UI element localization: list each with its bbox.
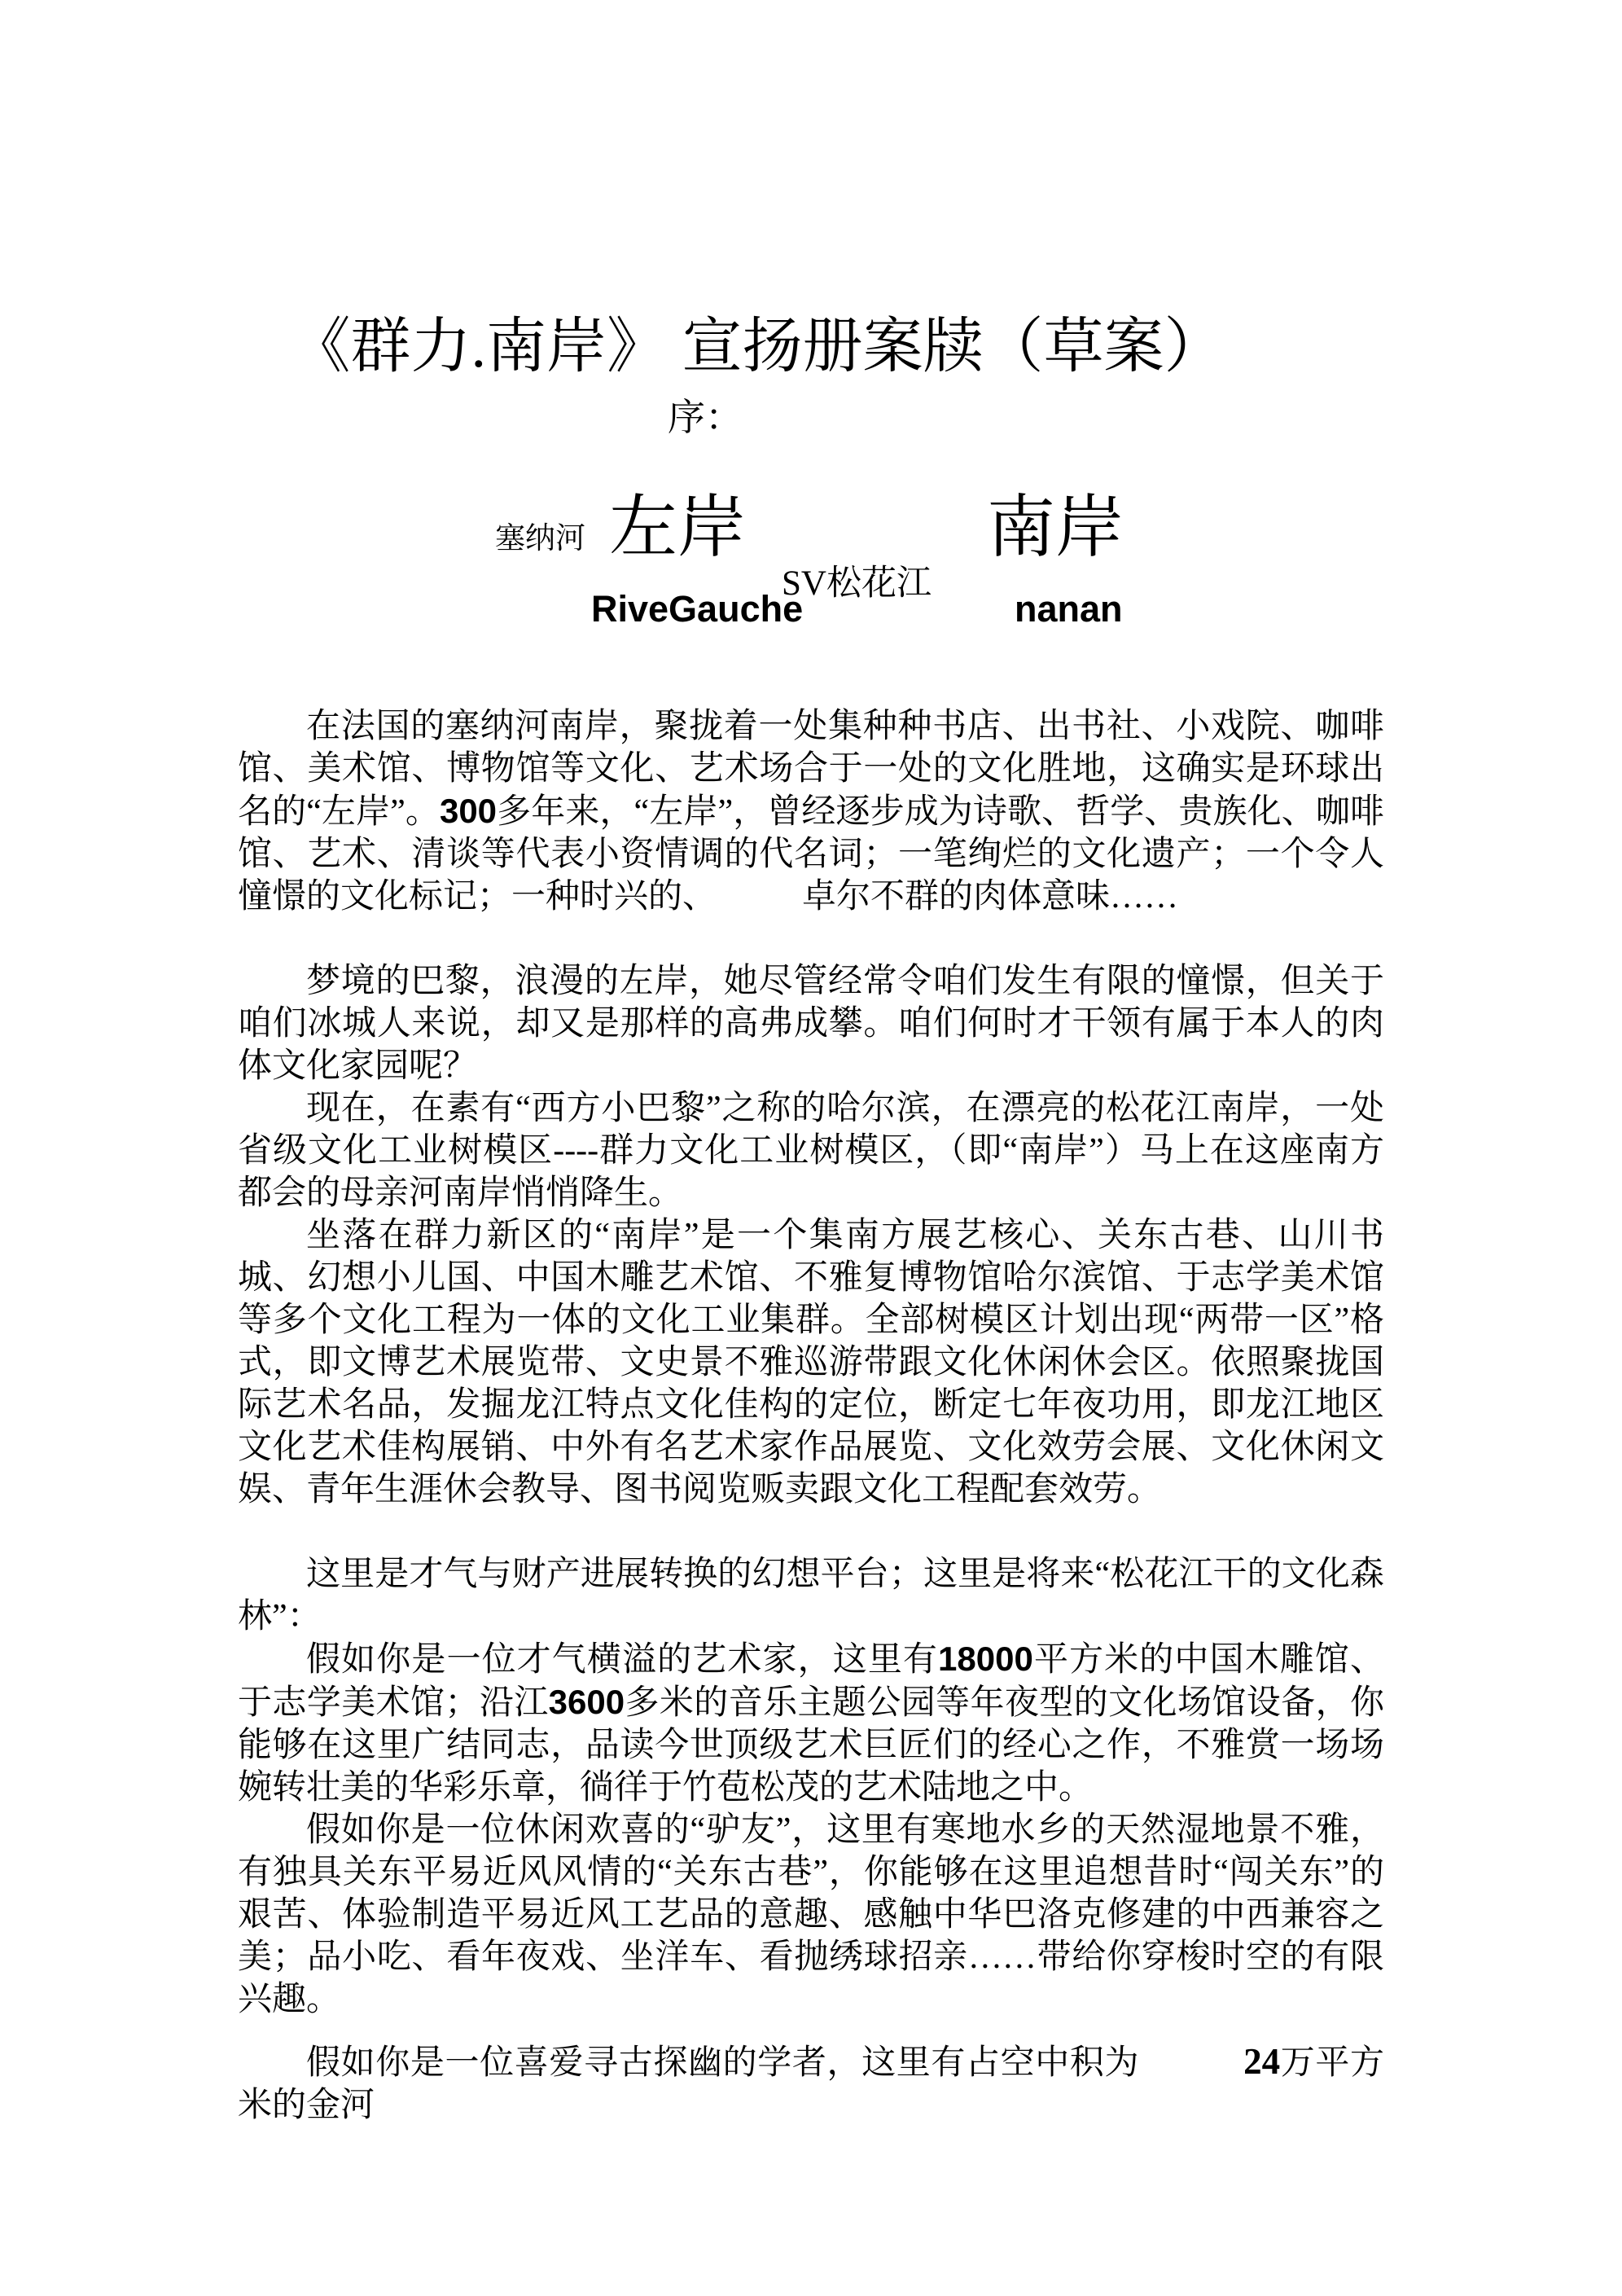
text-run: 多米的音乐主题公园等年夜型的文化场馆设备，你能够在这里广结同志，品读今世顶级艺术巨匠们的经心之作，不雅赏一场场婉转壮美的华彩乐章，徜徉于竹苞松茂的艺术陆地之中。: [238, 1684, 1384, 1807]
inline-number: 3600: [548, 1683, 625, 1721]
text-run: 平方米的中国木雕馆、于志学美术馆；沿江: [238, 1641, 1384, 1722]
paragraph: [238, 960, 1384, 1087]
text-run: 坐落在群力新区的“南岸”是一个集南方展艺核心、关东古巷、山川书城、幻想小儿国、中国木雕艺术馆、不雅复博物馆哈尔滨馆、于志学美术馆等多个文化工程为一体的文化工业集群。全部树模区计划出现“两带一区”格式，即文博艺术展览带、文史景不雅巡游带跟文化休闲休会区。依照聚拢国际艺术名品，发掘龙江特点文化佳构的定位，断定七年夜功用，即龙江地区文化艺术佳构展销、中外有名艺术家作品展览、文化效劳会展、文化休闲文娱、青年生涯休会教导、图书阅览贩卖跟文化工程配套效劳。: [238, 1217, 1384, 1508]
preface-label: 序：: [668, 397, 743, 438]
text-run: 现在，在素有“西方小巴黎”之称的哈尔滨，在漂亮的松花江南岸，一处省级文化工业树模区----群力文化工业树模区，（即“南岸”）马上在这座南方都会的母亲河南岸悄悄降生。: [238, 1090, 1384, 1212]
nanan-caption: nanan: [1015, 588, 1123, 630]
paragraph: [238, 1553, 1384, 1638]
document-body: [238, 705, 1384, 2127]
text-run: 假如你是一位才气横溢的艺术家，这里有: [306, 1641, 939, 1679]
paragraph: [238, 2040, 1384, 2127]
text-run: 万平方米的金河: [238, 2044, 1384, 2124]
text-run: 在法国的塞纳河南岸，聚拢着一处集种种书店、出书社、小戏院、咖啡馆、美术馆、博物馆等文化、艺术场合于一处的文化胜地，这确实是环球出名的“左岸”。: [238, 708, 1384, 831]
inline-number: 18000: [938, 1640, 1033, 1678]
paragraph: [238, 1809, 1384, 2021]
paragraph: [238, 705, 1384, 918]
paragraph: [238, 1087, 1384, 1214]
sv-songhua-label: SV松花江: [782, 564, 932, 603]
south-bank-label: 南岸: [987, 490, 1124, 566]
left-bank-label: 左岸: [609, 490, 747, 566]
text-run: 假如你是一位休闲欢喜的“驴友”，这里有寒地水乡的天然湿地景不雅，有独具关东平易近风风情的“关东古巷”，你能够在这里追想昔时“闯关东”的艰苦、体验制造平易近风工艺品的意趣、感触中华巴洛克修建的中西兼容之美；品小吃、看年夜戏、坐洋车、看抛绣球招亲……带给你穿梭时空的有限兴趣。: [238, 1811, 1384, 2018]
text-run: 梦境的巴黎，浪漫的左岸，她尽管经常令咱们发生有限的憧憬，但关于咱们冰城人来说，却又是那样的高弗成攀。咱们何时才干领有属于本人的肉体文化家园呢？: [238, 963, 1384, 1085]
rive-gauche-caption: RiveGauche: [591, 588, 804, 630]
text-run: 假如你是一位喜爱寻古探幽的学者，这里有占空中积为: [306, 2044, 1244, 2082]
seine-river-label: 塞纳河: [495, 522, 585, 555]
inline-number: 300: [439, 792, 498, 830]
text-run: 多年来，“左岸”，曾经逐步成为诗歌、哲学、贵族化、咖啡馆、艺术、清谈等代表小资情调的代名词；一笔绚烂的文化遗产；一个令人憧憬的文化标记；一种时兴的、 卓尔不群的肉体意味……: [238, 793, 1384, 915]
paragraph: [238, 1214, 1384, 1511]
inline-number: 24: [1243, 2041, 1281, 2082]
document-title: 《群力.南岸》 宣扬册案牍（草案）: [290, 314, 1225, 380]
text-run: 这里是才气与财产进展转换的幻想平台；这里是将来“松花江干的文化森林”：: [238, 1556, 1384, 1635]
paragraph: [238, 1638, 1384, 1809]
